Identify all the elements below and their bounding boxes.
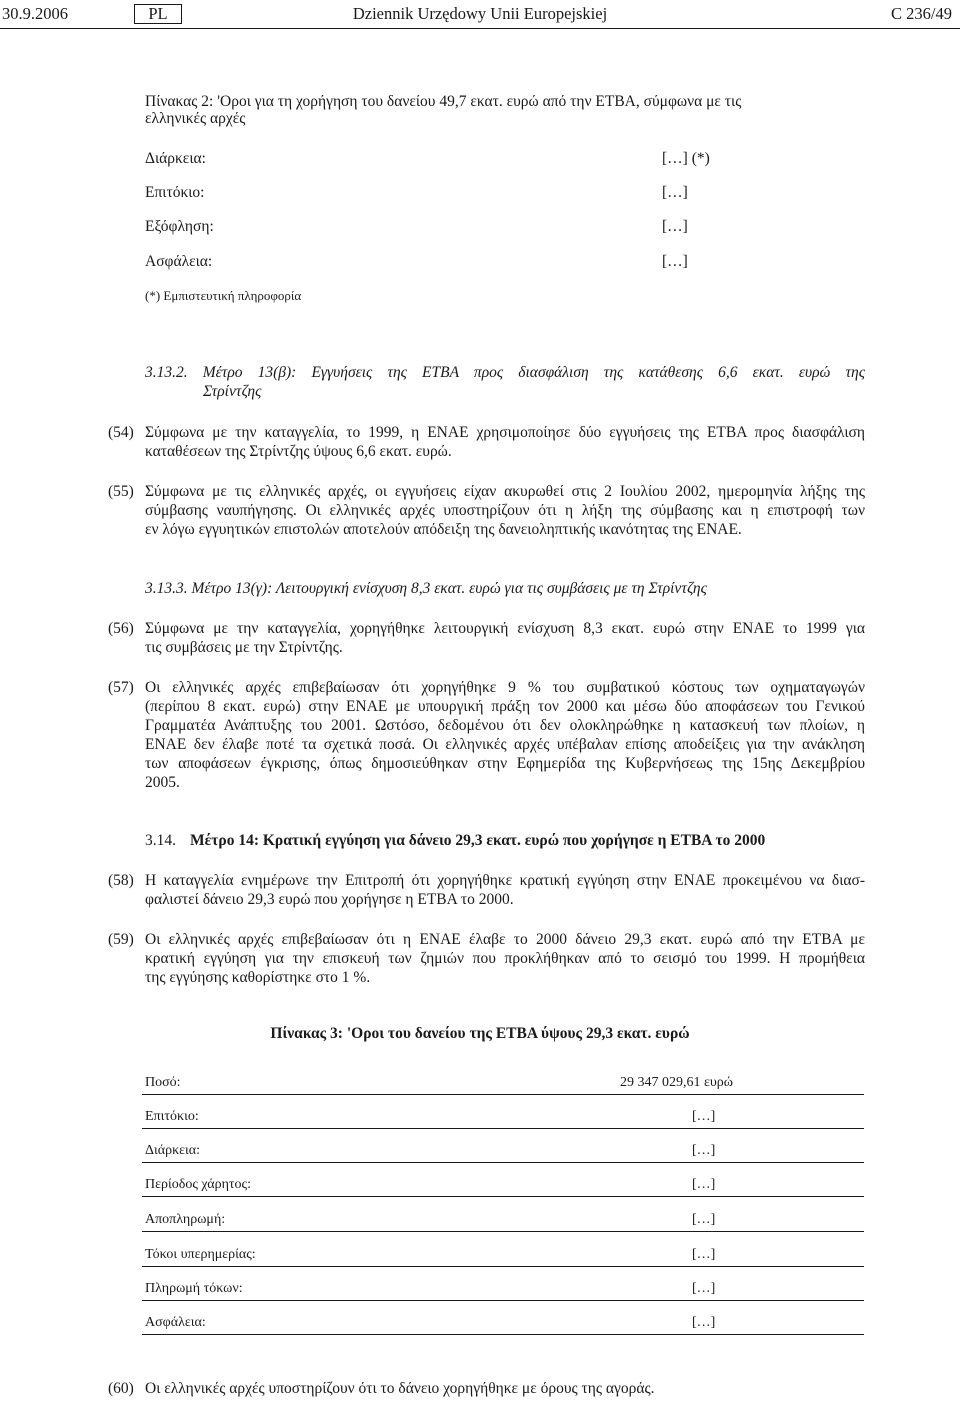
- table2-row-value: […]: [662, 218, 688, 235]
- table3-row-value: […]: [692, 1109, 716, 1124]
- paragraph-59-line: Οι ελληνικές αρχές επιβεβαίωσαν ότι η ΕΝΑΕ έλαβε το 2000 δάνειο 29,3 εκατ. ευρώ από την ΕΤΒΑ με: [145, 931, 865, 948]
- table3-row: [142, 1136, 864, 1163]
- paragraph-57-line: των αποφάσεων έγκρισης, όπως δημοσιεύθηκαν στην Εφημερίδα της Κυβερνήσεως της 15ης Δεκεμβρίου: [145, 755, 865, 772]
- paragraph-57-line: 2005.: [145, 774, 180, 791]
- section-heading-3-13-2-cont: Στρίντζης: [203, 383, 262, 400]
- table3-row-value: […]: [692, 1177, 716, 1192]
- paragraph-57-line: (περίπου 8 εκατ. ευρώ) στην ΕΝΑΕ με υπουργική πράξη τον 2000 και μέσω δύο αποφάσεων του Γενικού: [145, 698, 865, 715]
- section-heading-3-14: Μέτρο 14: Κρατική εγγύηση για δάνειο 29,3 εκατ. ευρώ που χορήγησε η ΕΤΒΑ το 2000: [190, 832, 766, 849]
- table3-row-label: Ασφάλεια:: [145, 1315, 206, 1330]
- table2-row-label: Επιτόκιο:: [145, 184, 205, 201]
- table3-row: [142, 1240, 864, 1267]
- table3-row: [142, 1274, 864, 1301]
- table2-title-line1: Πίνακας 2: 'Οροι για τη χορήγηση του δανείου 49,7 εκατ. ευρώ από την ΕΤΒΑ, σύμφωνα με τις: [145, 93, 742, 110]
- section-heading-3-13-2: 3.13.2. Μέτρο 13(β): Εγγυήσεις της ΕΤΒΑ προς διασφάλιση της κατάθεσης 6,6 εκατ. ευρώ της: [145, 364, 865, 381]
- paragraph-number: (58): [108, 872, 134, 889]
- table3-title: Πίνακας 3: 'Οροι του δανείου της ΕΤΒΑ ύψους 29,3 εκατ. ευρώ: [270, 1025, 690, 1042]
- paragraph-number: (60): [108, 1380, 134, 1397]
- table2-row-value: […]: [662, 184, 688, 201]
- page-header: [0, 0, 960, 29]
- table3-row: [142, 1308, 864, 1335]
- table2-title-line2: ελληνικές αρχές: [145, 110, 246, 127]
- table2-row-value: […]: [662, 253, 688, 270]
- table2-row-label: Εξόφληση:: [145, 218, 214, 235]
- section-heading-3-13-3: 3.13.3. Μέτρο 13(γ): Λειτουργική ενίσχυση 8,3 εκατ. ευρώ για τις συμβάσεις με τη Στρίντζης: [145, 580, 707, 597]
- paragraph-55-line: Σύμφωνα με τις ελληνικές αρχές, οι εγγυήσεις είχαν ακυρωθεί στις 2 Ιουλίου 2002, ημερομηνία λήξης της: [145, 483, 865, 500]
- table3-row-label: Πληρωμή τόκων:: [145, 1281, 243, 1296]
- table2-row-label: Ασφάλεια:: [145, 253, 213, 270]
- language-badge: PL: [134, 4, 182, 24]
- paragraph-59-line: κρατική εγγύηση για την επισκευή των ζημιών που προκλήθηκαν από το σεισμό του 1999. Η προμήθεια: [145, 950, 865, 967]
- table3-row-label: Αποπληρωμή:: [145, 1212, 226, 1227]
- paragraph-56-line: τις συμβάσεις με την Στρίντζης.: [145, 639, 343, 656]
- paragraph-57-line: Γραμματέα Ανάπτυξης του 2001. Ωστόσο, δεδομένου ότι δεν ολοκληρώθηκε η κατασκευή των πλοίων, η: [145, 717, 865, 734]
- paragraph-number: (59): [108, 931, 134, 948]
- table3-row-value: 29 347 029,61 ευρώ: [620, 1075, 734, 1090]
- paragraph-57-line: ΕΝΑΕ δεν έλαβε ποτέ τα σχετικά ποσά. Οι ελληνικές αρχές υπέβαλαν επίσης αποδείξεις για την ανάκληση: [145, 736, 865, 753]
- table2-footnote: (*) Εμπιστευτική πληροφορία: [145, 288, 302, 303]
- paragraph-55-line: εν λόγω εγγυητικών επιστολών αποτελούν απόδειξη της δανειοληπτικής ικανότητας της ΕΝΑΕ.: [145, 521, 742, 538]
- paragraph-58-line: Η καταγγελία ενημέρωνε την Επιτροπή ότι χορηγήθηκε κρατική εγγύηση στην ΕΝΑΕ προκειμένου να διασ-: [145, 872, 865, 889]
- table3-row-value: […]: [692, 1143, 716, 1158]
- paragraph-54-line: Σύμφωνα με την καταγγελία, το 1999, η ΕΝΑΕ χρησιμοποίησε δύο εγγυήσεις της ΕΤΒΑ προς διασφάλιση: [145, 424, 865, 441]
- paragraph-number: (55): [108, 483, 134, 500]
- paragraph-55-line: σύμβασης ναυπήγησης. Οι ελληνικές αρχές υποστηρίζουν ότι η λήξη της σύμβασης και η επιστροφή των: [145, 502, 865, 519]
- paragraph-58-line: φαλιστεί δάνειο 29,3 ευρώ που χορήγησε η ΕΤΒΑ το 2000.: [145, 891, 514, 908]
- paragraph-number: (57): [108, 679, 134, 696]
- paragraph-56-line: Σύμφωνα με την καταγγελία, χορηγήθηκε λειτουργική ενίσχυση 8,3 εκατ. ευρώ στην ΕΝΑΕ το 1999 για: [145, 620, 865, 637]
- table3-row-value: […]: [692, 1247, 716, 1262]
- table3-row-value: […]: [692, 1212, 716, 1227]
- table3-row-label: Ποσό:: [145, 1075, 181, 1090]
- paragraph-59-line: της εγγύησης καθορίστηκε στο 1 %.: [145, 969, 371, 986]
- paragraph-number: (54): [108, 424, 134, 441]
- journal-title: Dziennik Urzędowy Unii Europejskiej: [352, 4, 608, 23]
- table3-row: [142, 1205, 864, 1232]
- page-reference: C 236/49: [891, 4, 952, 23]
- table3-row-label: Περίοδος χάρητος:: [145, 1177, 251, 1192]
- table3-row: [142, 1170, 864, 1197]
- paragraph-54-line: καταθέσεων της Στρίντζης ύψους 6,6 εκατ. ευρώ.: [145, 443, 452, 460]
- table3-row-value: […]: [692, 1315, 716, 1330]
- table3-row-label: Τόκοι υπερημερίας:: [145, 1247, 256, 1262]
- paragraph-57-line: Οι ελληνικές αρχές επιβεβαίωσαν ότι χορηγήθηκε 9 % του συμβατικού κόστους των οχηματαγωγών: [145, 679, 865, 696]
- table2-row-label: Διάρκεια:: [145, 150, 206, 167]
- table3-row-label: Διάρκεια:: [145, 1143, 201, 1158]
- table3-row: [142, 1102, 864, 1129]
- table3-row: [142, 1068, 864, 1095]
- table2-row-value: […] (*): [662, 150, 710, 167]
- publication-date: 30.9.2006: [2, 4, 68, 23]
- section-number-3-14: 3.14.: [145, 832, 176, 849]
- table3-row-value: […]: [692, 1281, 716, 1296]
- paragraph-60-line: Οι ελληνικές αρχές υποστηρίζουν ότι το δάνειο χορηγήθηκε με όρους της αγοράς.: [145, 1380, 655, 1397]
- paragraph-number: (56): [108, 620, 134, 637]
- table3-row-label: Επιτόκιο:: [145, 1109, 199, 1124]
